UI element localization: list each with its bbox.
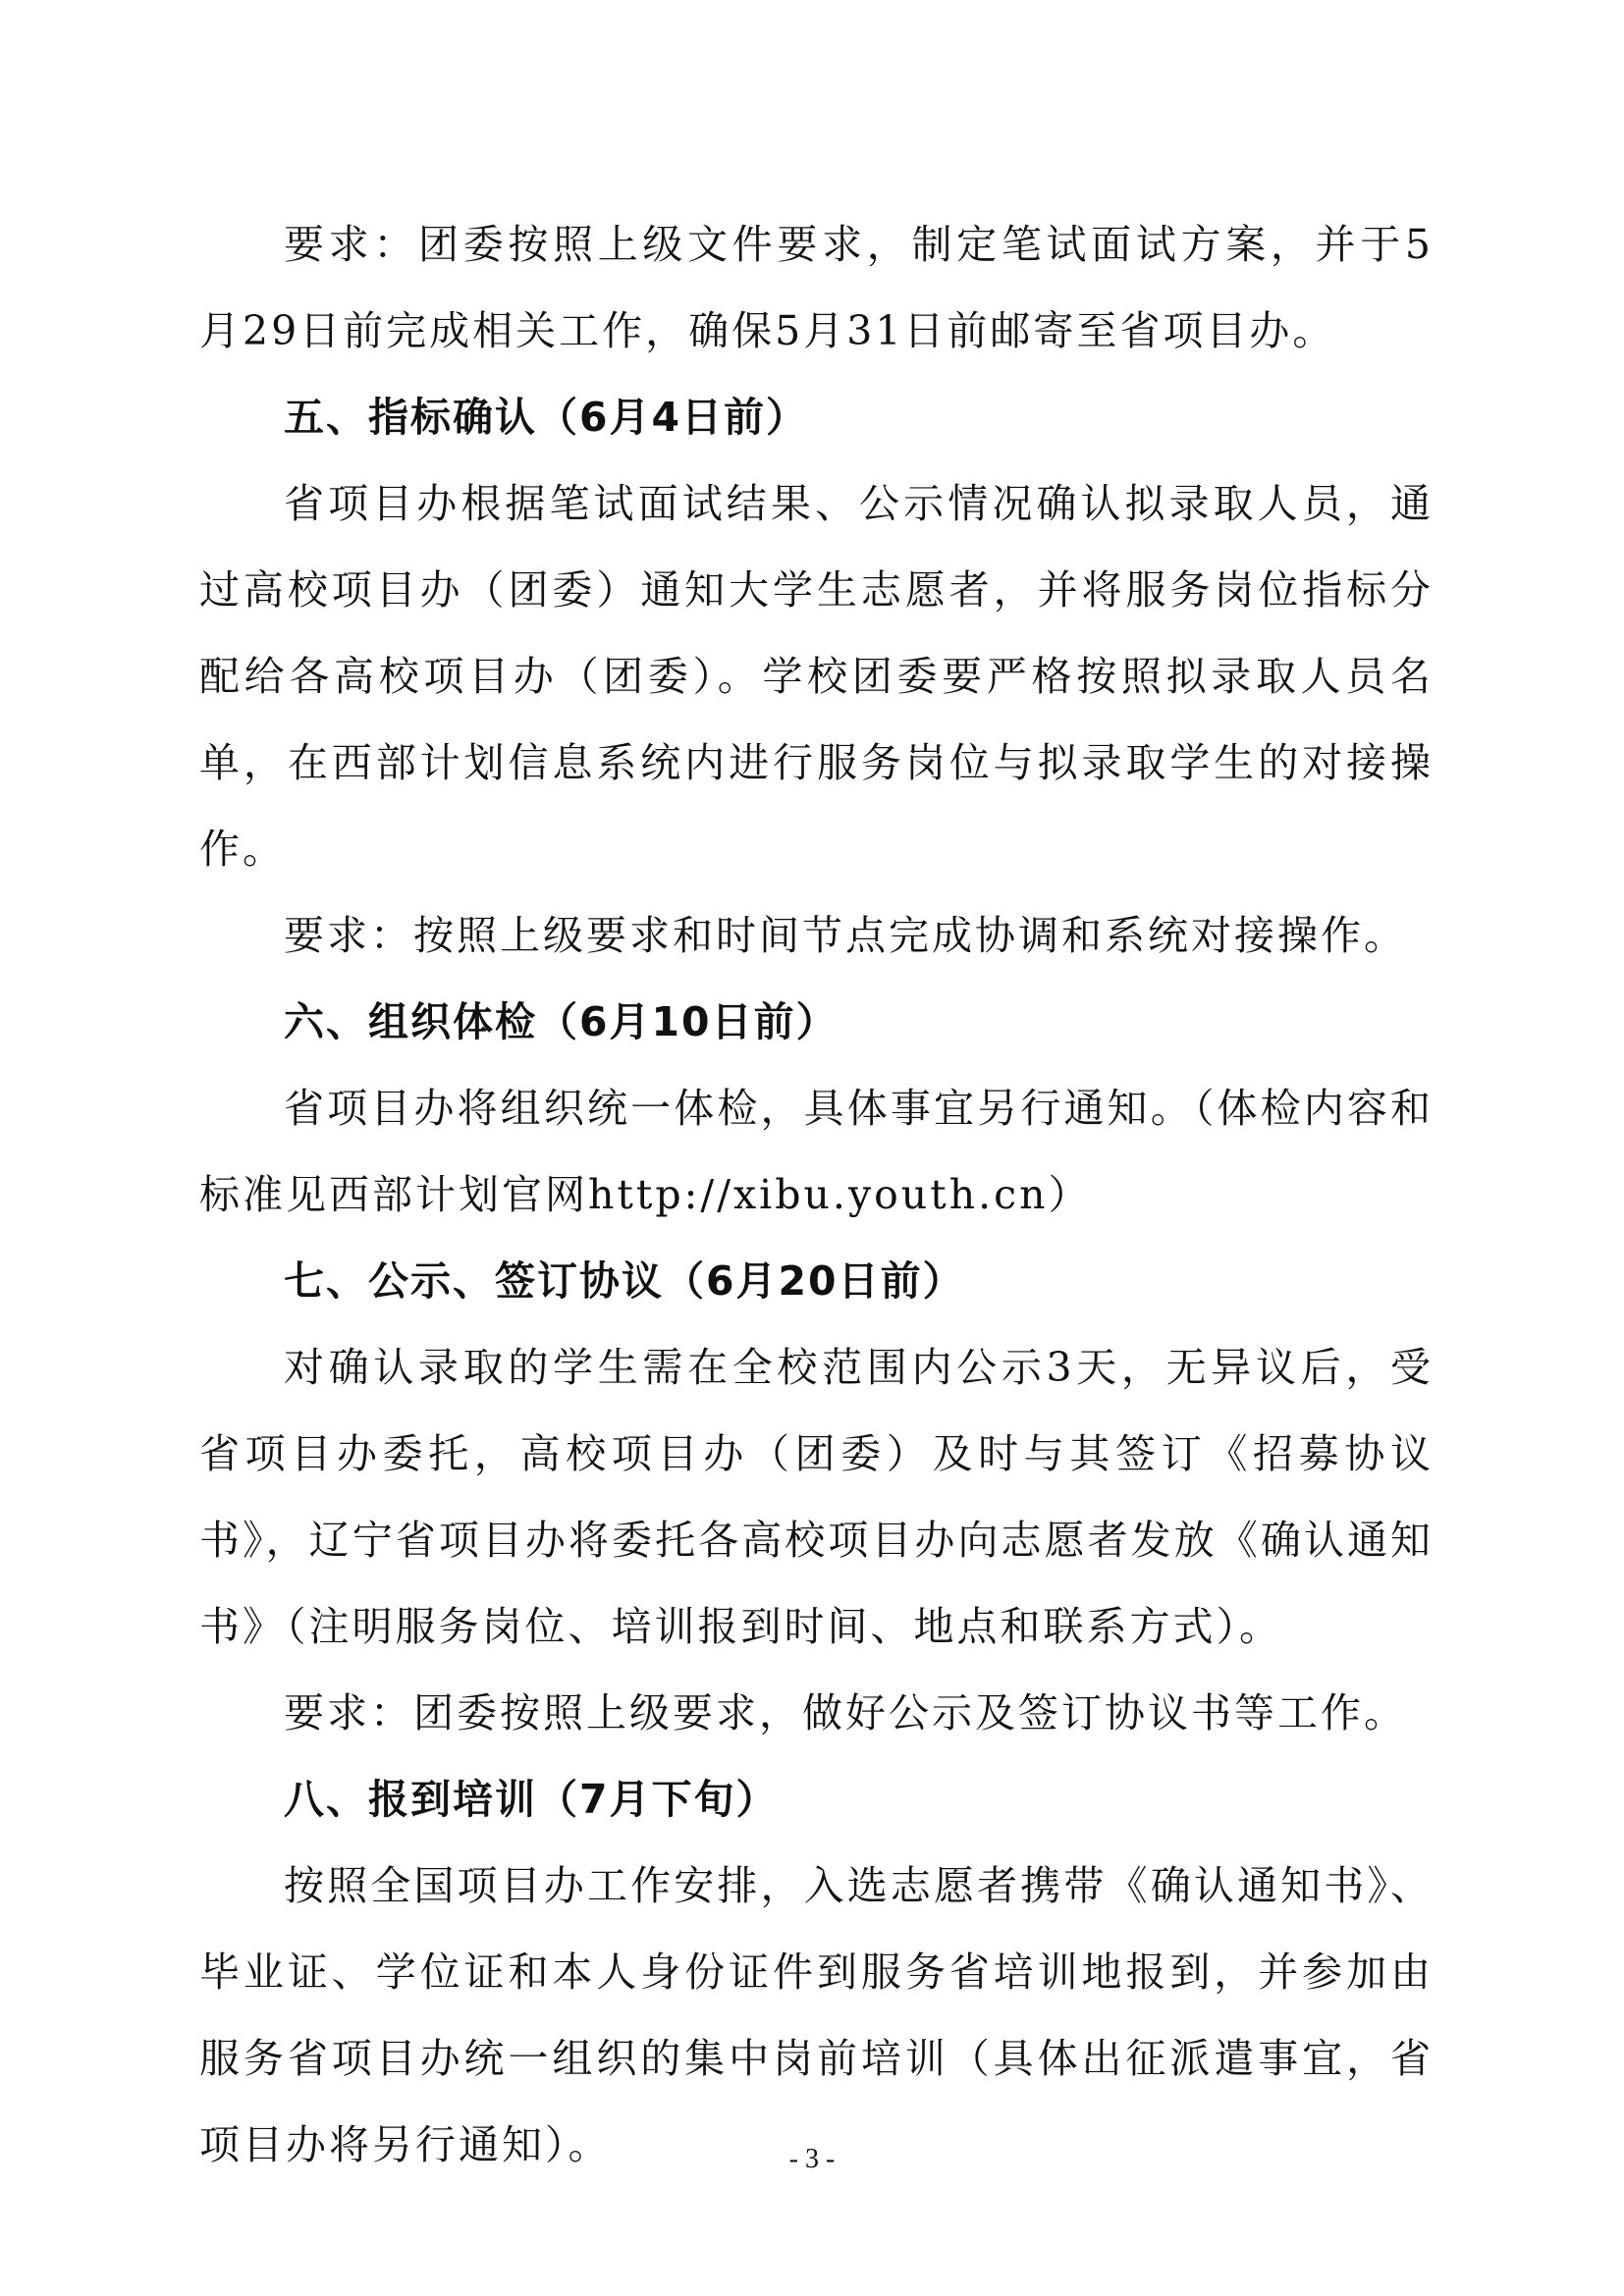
paragraph-publicity-requirement: 要求：团委按照上级要求，做好公示及签订协议书等工作。 [284, 1689, 1407, 1736]
paragraph-physical-exam: 省项目办将组织统一体检，具体事宜另行通知。（体检内容和标准见西部计划官网http://xibu.youth.cn） [199, 1085, 1434, 1218]
heading-quota-confirmation: 五、指标确认（6月4日前） [284, 394, 809, 441]
document-body [199, 201, 1434, 2188]
paragraph-exam-requirement: 要求：团委按照上级文件要求，制定笔试面试方案，并于5月29日前完成相关工作，确保5月31日前邮寄至省项目办。 [199, 221, 1434, 354]
heading-report-training: 八、报到培训（7月下旬） [284, 1776, 779, 1823]
heading-physical-exam: 六、组织体检（6月10日前） [284, 998, 839, 1045]
heading-publicity-agreement: 七、公示、签订协议（6月20日前） [284, 1257, 965, 1305]
page-number: - 3 - [788, 2144, 836, 2174]
paragraph-report-training: 按照全国项目办工作安排，入选志愿者携带《确认通知书》、毕业证、学位证和本人身份证件到服务省培训地报到，并参加由服务省项目办统一组织的集中岗前培训（具体出征派遣事宜，省项目办将另行通知）。 [199, 1862, 1434, 2168]
paragraph-quota-requirement: 要求：按照上级要求和时间节点完成协调和系统对接操作。 [284, 912, 1407, 959]
paragraph-quota-confirmation: 省项目办根据笔试面试结果、公示情况确认拟录取人员，通过高校项目办（团委）通知大学生志愿者，并将服务岗位指标分配给各高校项目办（团委）。学校团委要严格按照拟录取人员名单，在西部计划信息系统内进行服务岗位与拟录取学生的对接操作。 [199, 480, 1434, 873]
paragraph-publicity-agreement: 对确认录取的学生需在全校范围内公示3天，无异议后，受省项目办委托，高校项目办（团委）及时与其签订《招募协议书》，辽宁省项目办将委托各高校项目办向志愿者发放《确认通知书》（注明服务岗位、培训报到时间、地点和联系方式）。 [199, 1344, 1434, 1650]
